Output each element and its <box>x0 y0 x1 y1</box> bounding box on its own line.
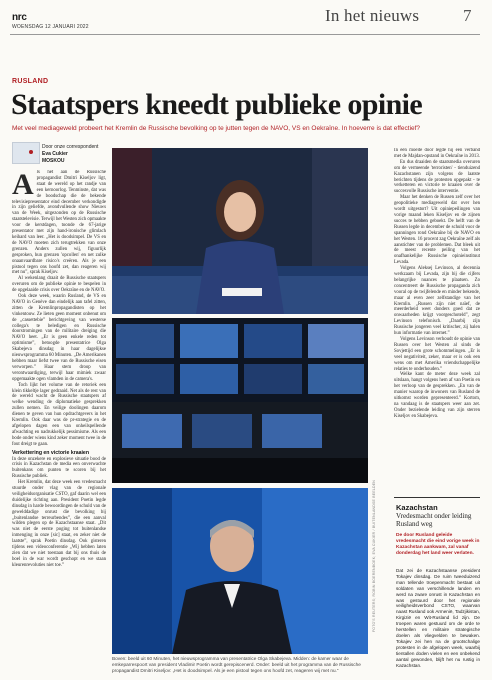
photo-illustration <box>112 148 368 314</box>
article-intro: Met veel mediageweld probeert het Kremlin de Russische bevolking op te jutten tegen de NAVO, VS en Oekraïne. In hoeverre is dat effectief? <box>12 125 421 132</box>
byline-author: Eva Cukier <box>42 151 68 157</box>
byline <box>42 144 98 165</box>
newspaper-logo: nrc <box>12 12 27 23</box>
paragraph: ls het aan de Russische propagandist Dmitri Kiseljov ligt, staat de wereld op het randje van een kernoorlog. Tenminste, dat was de boodschap die de bekende televisiepresentator eind december verkondigde in zijn geliefde, avondvullende show Nieuws van de Week, uitgezonden op de Russische staatstelevisie. Terwijl het Westen zich opmaakte voor de kerstdagen, toonde de 67-jarige presentator met zijn hand-ironische glimlach keihard van leer. „Het is doodsimpel. De VS en de NAVO moeten zich terugtrekken van onze grenzen. Anders zullen wij, figuurlijk gesproken, hun grenzen 'opcollen' en net zulke onaanvaardbare risico's creëren. Als je een pistool tegen ons hoofd zet, dan reageren wij met nu”, sprak Kiseljov. <box>12 170 106 276</box>
photo-control-room <box>112 318 368 483</box>
photo-credit: FOTO'S REUTERS; ROBIN BOERENBOEK; EVA CUKIER / BUITENLANDSE BEELDEN <box>372 480 376 633</box>
photo-propagandist <box>112 488 368 654</box>
masthead-rule <box>10 34 480 35</box>
sidebar-body: Dat zei de Kazachstaanse president Tokajev dinsdag. De ruim tweeduizend man tellende troepenmacht bestaat uit soldaten van verschillende landen en werd na zware onrust in Kazachstan en was gestuurd door het regionale veiligheidsverbond CSTO, waarvan naast Rusland ook Armenië, Tadzjikistan, Kirgizië en Wit-Rusland lid zijn. De troepen waren gestuurd om de orde te herstellen en militaire strategische doelen als vliegvelden te bewaken. Tokajev zei hen na de grootschalige protesten in de afgelopen week, waarbij tientallen doden vielen en een onbekend aantal gewonden, blijft het nu rustig in Kazachstan. <box>396 568 480 668</box>
article-column-1 <box>12 170 106 675</box>
dropcap: A <box>12 170 34 201</box>
location-marker-icon <box>29 150 33 154</box>
photo-tv-presenter <box>112 148 368 314</box>
byline-prefix: Door onze correspondent <box>42 144 99 150</box>
paragraph: In deze onzekere en explosieve situatie bood de crisis in Kazachstan de media een onverwachte buitenkans om punten te scoren bij het Russische publiek. <box>12 456 106 480</box>
sidebar-rule <box>394 497 480 498</box>
photo-illustration <box>112 318 368 483</box>
edition-date: WOENSDAG 12 JANUARI 2022 <box>12 24 89 30</box>
map-thumbnail-icon <box>12 142 40 164</box>
section-title: In het nieuws <box>325 6 420 25</box>
paragraph: Welke kant de meter deze week zal uitslaan, hangt volgens hem af van Poetin en het verloop van de gesprekken. „En van de manier waarop de inwoners van Rusland de uitkomst worden gepresenteerd.” Kortom, na vandaag is de staatspers weer aan zet. Onder bezielende leiding van zijn sterren Kiseljov en Skabejeva. <box>394 372 480 419</box>
byline-location: MOSKOU <box>42 158 65 164</box>
paragraph: In één moeite door legde hij een verband met de Majdan-opstand in Oekraïne in 2013. <box>394 148 480 159</box>
paragraph: Maar het denken de Russen zelf over het geopolitieke mediageweld dat over hen wordt uitgestort? Uit opiniepeilingen van vorige maand leken Kiseljov en de zijnen succes te hebben geboekt. De helft van de Russen legde in december de schuld voor de spanningen rond Oekraïne bij de NAVO en het Westen. 16 procent zag Oekraïne zelf als aanstichter van de problemen. Dat bleek uit de meest recente peiling van het onafhankelijke Russische opinieinstituut Levada. <box>394 195 480 266</box>
sidebar-title: Kazachstan <box>396 503 438 512</box>
paragraph: Het Kremlin, dat deze week een vredesmacht stuurde onder vlag van de regionale veiligheidsorganisatie CSTO, gaf daarin wel een duidelijke richting aan. President Poetin legde dinsdag in harde bewoordingen de schuld van de gewelddadige onrust die bevolking bij „buitenlandse terreurbendes”, die een aanval wilden plegen op de Kazachstaanse staat. „Dit was niet de eerste poging tot buitenlandse inmenging in onze [sic] staat, en zeker niet de laatste”, sprak Poetin dinsdag. Ook gisteren tijdens een videoconferentie „Wij hebben laten zien dat we niet toestaan dat bij ons thuis de boel in de war wordt geschopt en we staan kleurenrevoluties niet toe.” <box>12 480 106 568</box>
sidebar-lead: De door Rusland geleide vredesmacht die eind vorige week in Kazachstan aankwam, zal vanaf donderdag het land weer verlaten. <box>396 533 480 556</box>
subheading: Verkettering en victorie kraaien <box>12 449 89 456</box>
page-number: 7 <box>463 6 472 25</box>
sidebar-subtitle: Vredesmacht onder leiding Rusland weg <box>396 512 472 528</box>
paragraph: Ook deze week, waarin Rusland, de VS en NAVO in Genève dan eindelijk aan tafel zitten, zitten de Kremlinpropagandisten op het vinkentouw. Ze lieten geen moment onbenut om de „cassettebie” berichtgeving van westerse collega's te beledigen en Russische doorstromingen van de militaire dreiging die NAVO heet. „Er is geen enkele reden tot optimisme”, betoogde presentatrice Olga Skabejeva dinsdag in haar dagelijkse nieuwsprogramma 60 Minuten. „De Amerikanen hebben maar liefst twee van de Russische eisen verworpen.” Haar stem droop van verontwaardiging, terwijl haar mimiek zwaar opgemaakte ogen vlamden in de camera's. <box>12 294 106 382</box>
paragraph: Al wekenlang draait de Russische staatspers overuren om de publieke opinie te bespelen in de opgelaaide crisis over Oekraïne en de NAVO. <box>12 276 106 294</box>
article-column-2 <box>394 148 480 488</box>
article-headline: Staatspers kneedt publieke opinie <box>11 88 423 121</box>
photo-caption: Boven: beeld uit 60 Minuten, het nieuwsprogramma van presentatrice Olga Skabejeva. Midden: de kamer waar de emkeparrespoort van president Vladimir Poetin wordt gerepiscenerd. Onder: beeld uit het programma van de Russische propagandist Dmitri Kiseljov: „Het is doodsimpel. Als je een pistool tegen ons hoofd zet, reageren wij met nu.” <box>112 656 361 673</box>
paragraph: Volgens Aleksej Levinson, al decennia werkzaam bij Levada, zijn bij die cijfers belangrijke nuances te plaatsen. Zo concentreert de Russische propaganda zich vooral op de twijfelende en minder bekende, maar al even zeer zelfstandige van het Kremlin. „Russen zijn niet naïef, de meerderheid weet donders goed dat ze onwaarheden krijgt voorgeschoteld”, zegt Levinson telefonisch. „Daarbij zijn Russische jongeren veel kritischer, zij halen hun informatie van internet.” <box>394 266 480 337</box>
photo-illustration <box>112 488 368 654</box>
article-kicker: RUSLAND <box>12 78 49 85</box>
paragraph: Toch lijkt het volume van de retoriek een klein tikkeltje lager gedraaid. Net als de rest van de wereld wacht de Russische staatspers af welke wending de diplomatieke gesprekken zullen nemen. En veilige doolingen daarom dienen te geven van hun opdrachtgevers in het Kremlin. Ook daar was de pr-strategie en de afgelopen dagen een van onheilspellende afwachting en nadrukkelijk pessimisme. Als een bode onder wiens kind zeker moment twee in de fout dreigt te gaan. <box>12 382 106 447</box>
paragraph: Volgens Levinson verhoudt de opinie van Russen over het Westen al sinds de Sovjettijd een grote schommelingen. „Er is veel negativiteit, zeker, maar er is ook een wens om met Amerika vriendschappelijke relaties te onderhouden.” <box>394 337 480 372</box>
paragraph: En dus draaiden de staatsmedia overuren om de vermeende 'terroristen' - tienduizend Kazachstanen zijn volgens de laatste berichten tijdens de protesten opgepakt - te verketteren en victorie te kraaien over de succesvolle Russische interventie. <box>394 159 480 195</box>
